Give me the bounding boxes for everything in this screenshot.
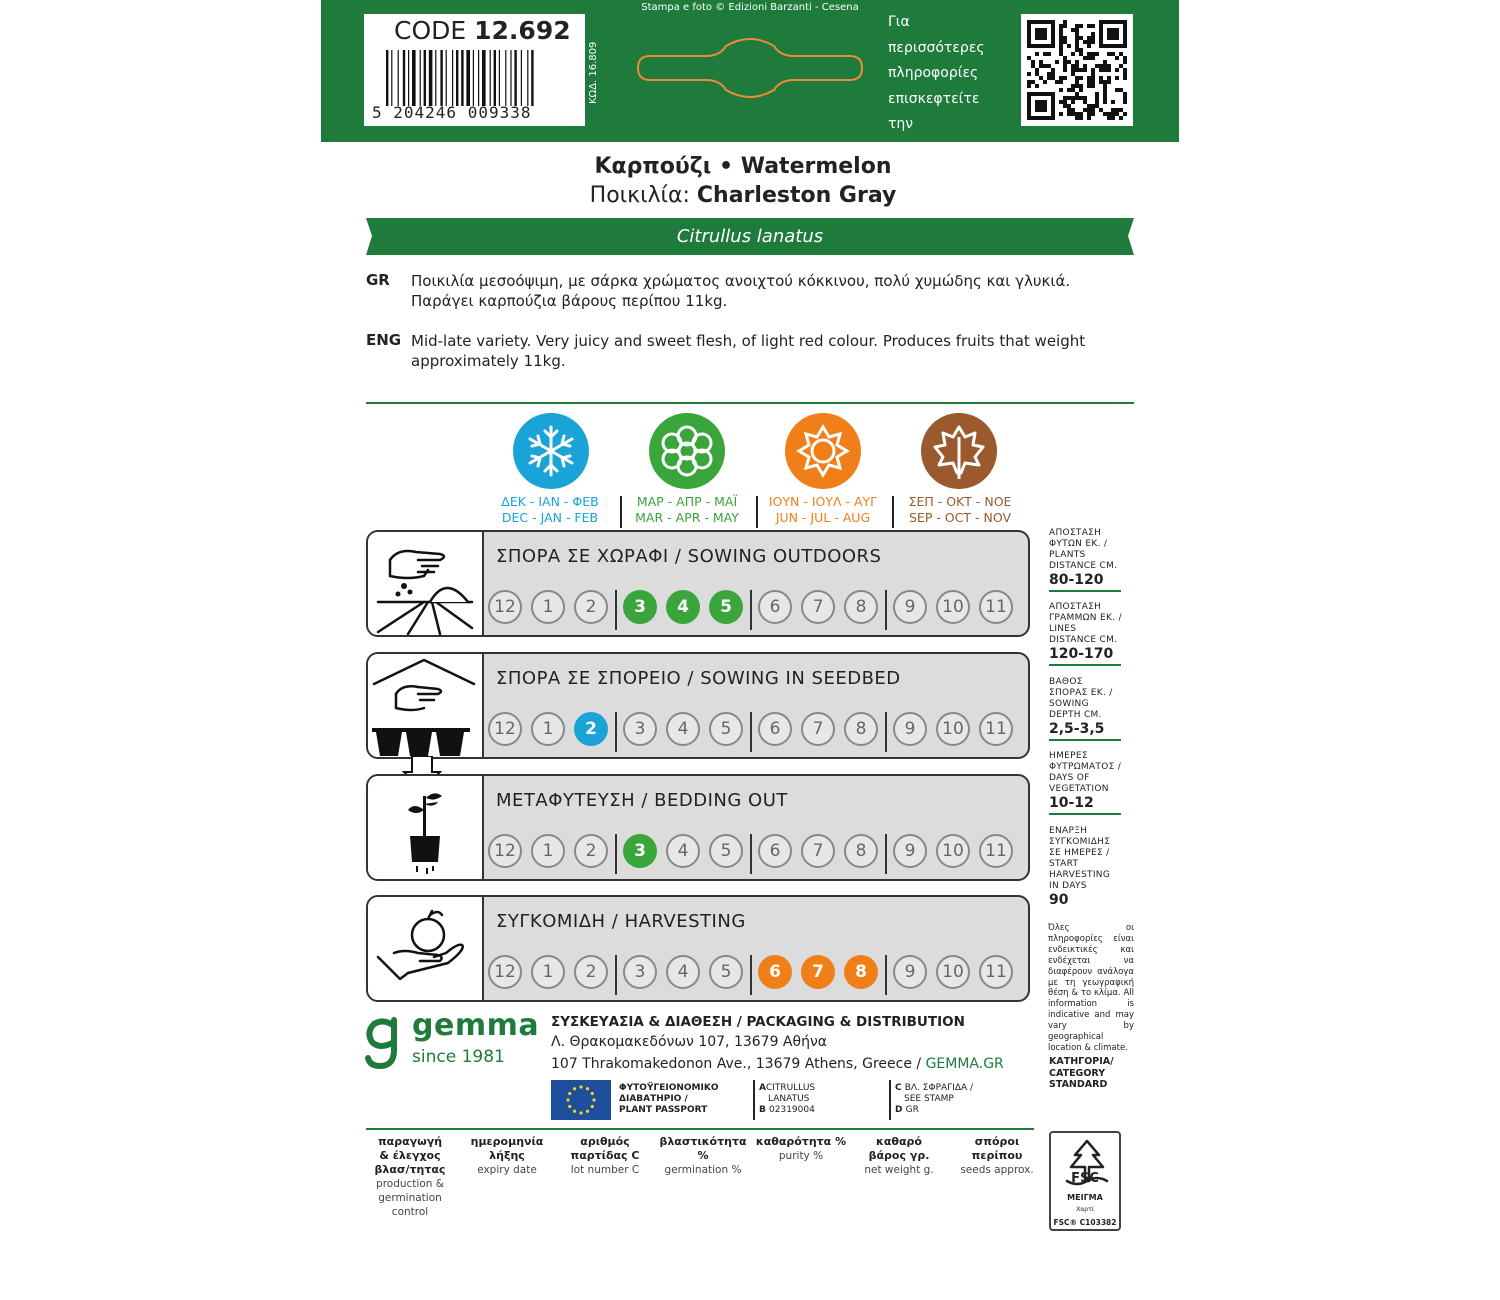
- month-10: 10: [936, 590, 970, 624]
- month-11: 11: [979, 590, 1013, 624]
- passport-separator: [753, 1080, 755, 1120]
- description-gr: Ποικιλία μεσοόψιμη, με σάρκα χρώματος ανοιχτού κόκκινου, πολύ χυμώδης και γλυκιά. Παράγει καρπούζια βάρους περίπου 11kg.: [411, 272, 1071, 310]
- season-divider: [750, 834, 752, 874]
- plant-passport-title: ΦΥΤΟΫΓΕΙΟΝΟΜΙΚΟ ΔΙΑΒΑΤΗΡΙΟ / PLANT PASSPORT: [619, 1083, 719, 1115]
- passport-stamp: C ΒΛ. ΣΦΡΑΓΙΔΑ / SEE STAMP D GR: [895, 1083, 974, 1115]
- month-10: 10: [936, 834, 970, 868]
- row-title: ΣΥΓΚΟΜΙΔΗ / HARVESTING: [496, 911, 746, 932]
- season-divider: [615, 712, 617, 752]
- month-9: 9: [893, 955, 927, 989]
- flower-icon: [649, 413, 725, 489]
- month-7: 7: [801, 955, 835, 989]
- row-harvesting: [366, 895, 1030, 1002]
- leaf-icon: [921, 413, 997, 489]
- snowflake-icon: [513, 413, 589, 489]
- month-6: 6: [758, 712, 792, 746]
- quality-column: ημερομηνία λήξης expiry date: [470, 1135, 544, 1176]
- month-2: 2: [574, 834, 608, 868]
- print-credit: Stampa e foto © Edizioni Barzanti - Cesena: [641, 2, 859, 13]
- month-12: 12: [488, 955, 522, 989]
- month-9: 9: [893, 712, 927, 746]
- month-2: 2: [574, 712, 608, 746]
- month-5: 5: [709, 590, 743, 624]
- fsc-paper: Χαρτί: [1076, 1206, 1094, 1213]
- month-2: 2: [574, 955, 608, 989]
- month-7: 7: [801, 834, 835, 868]
- info-value: 90: [1049, 892, 1069, 908]
- month-4: 4: [666, 712, 700, 746]
- month-5: 5: [709, 955, 743, 989]
- info-item: [1049, 528, 1129, 592]
- gemma-logo-icon: [364, 1012, 404, 1074]
- category-label: ΚΑΤΗΓΟΡΙΑ/ CATEGORY STANDARD: [1049, 1056, 1114, 1090]
- month-12: 12: [488, 834, 522, 868]
- address-gr: Λ. Θρακομακεδόνων 107, 13679 Αθήνα: [551, 1034, 828, 1050]
- month-7: 7: [801, 590, 835, 624]
- info-label: ΗΜΕΡΕΣ ΦΥΤΡΩΜΑΤΟΣ / DAYS OF VEGETATION: [1049, 751, 1122, 794]
- season-summer-label: ΙΟΥΝ - ΙΟΥΛ - ΑΥΓ JUN - JUL - AUG: [768, 494, 878, 525]
- address-en: 107 Thrakomakedonon Ave., 13679 Athens, Greece / GEMMA.GR: [551, 1056, 1004, 1072]
- info-divider: [1049, 590, 1121, 592]
- info-value: 10-12: [1049, 795, 1094, 811]
- season-winter-label: ΔΕΚ - ΙΑΝ - ΦΕΒ DEC - JAN - FEB: [501, 494, 599, 525]
- info-divider: [1049, 813, 1121, 815]
- month-10: 10: [936, 955, 970, 989]
- month-9: 9: [893, 834, 927, 868]
- info-item: [1049, 826, 1129, 908]
- quality-column: καθαρό βάρος γρ. net weight g.: [864, 1135, 934, 1176]
- hanger-hole-icon: [636, 34, 864, 102]
- info-label: ΕΝΑΡΞΗ ΣΥΓΚΟΜΙΔΗΣ ΣΕ ΗΜΕΡΕΣ / START HARVESTING IN DAYS: [1049, 826, 1111, 891]
- month-3: 3: [623, 712, 657, 746]
- season-autumn-label: ΣΕΠ - ΟΚΤ - ΝΟΕ SEP - OCT - NOV: [908, 494, 1012, 525]
- info-item: [1049, 751, 1129, 815]
- kod-number: ΚΩΔ. 16.809: [588, 41, 599, 104]
- qr-code[interactable]: [1021, 14, 1133, 126]
- info-divider: [1049, 664, 1121, 666]
- month-8: 8: [844, 955, 878, 989]
- sowing-outdoors-icon: [368, 532, 484, 635]
- latin-name: Citrullus lanatus: [676, 226, 824, 247]
- month-3: 3: [623, 955, 657, 989]
- sowing-seedbed-icon: [368, 654, 484, 757]
- product-title: Καρπούζι • Watermelon: [594, 154, 892, 179]
- variety-line: Ποικιλία: Charleston Gray: [589, 183, 897, 208]
- row-bedding-out: [366, 774, 1030, 881]
- quality-column: αριθμός παρτίδας C lot number C: [570, 1135, 640, 1176]
- info-divider: [1049, 739, 1121, 741]
- season-spring-label: ΜΑΡ - ΑΠΡ - ΜΑΪ MAR - APR - MAY: [635, 494, 739, 525]
- month-9: 9: [893, 590, 927, 624]
- passport-separator: [889, 1080, 891, 1120]
- month-8: 8: [844, 590, 878, 624]
- month-12: 12: [488, 712, 522, 746]
- barcode-image: [386, 50, 576, 106]
- info-label: ΑΠΟΣΤΑΣΗ ΦΥΤΩΝ ΕΚ. / PLANTS DISTANCE CM.: [1049, 528, 1118, 571]
- month-7: 7: [801, 712, 835, 746]
- disclaimer-text: Όλες οι πληροφορίες είναι ενδεικτικές και ενδέχεται να διαφέρουν ανάλογα με τη γεωγραφική θέση & το κλίμα. All information is indicative and may vary by geographical location & climate.: [1048, 923, 1134, 1053]
- month-3: 3: [623, 834, 657, 868]
- row-title: ΣΠΟΡΑ ΣΕ ΣΠΟΡΕΙΟ / SOWING IN SEEDBED: [496, 668, 901, 689]
- quality-column: καθαρότητα % purity %: [755, 1135, 847, 1162]
- season-divider: [750, 955, 752, 995]
- season-divider: [750, 712, 752, 752]
- quality-column: παραγωγή & έλεγχος βλασ/τητας production & germination control: [374, 1135, 446, 1218]
- barcode-digits: 5 204246 009338: [372, 103, 532, 122]
- packaging-title: ΣΥΣΚΕΥΑΣΙΑ & ΔΙΑΘΕΣΗ / PACKAGING & DISTRIBUTION: [551, 1014, 965, 1030]
- month-5: 5: [709, 712, 743, 746]
- month-11: 11: [979, 955, 1013, 989]
- divider: [366, 1128, 1034, 1130]
- season-divider: [885, 712, 887, 752]
- month-12: 12: [488, 590, 522, 624]
- season-divider: [885, 590, 887, 630]
- row-sowing-seedbed: [366, 652, 1030, 759]
- quality-column: σπόροι περίπου seeds approx.: [960, 1135, 1034, 1176]
- month-1: 1: [531, 955, 565, 989]
- season-divider: [750, 590, 752, 630]
- month-3: 3: [623, 590, 657, 624]
- more-info-text: Για περισσότερες πληροφορίες επισκεφτείτε την ιστοσελίδα μας GEMMA.GR: [888, 14, 997, 183]
- season-divider: [885, 955, 887, 995]
- month-1: 1: [531, 712, 565, 746]
- info-value: 120-170: [1049, 646, 1114, 662]
- month-4: 4: [666, 834, 700, 868]
- fsc-mix: ΜΕΙΓΜΑ: [1067, 1193, 1103, 1202]
- harvesting-icon: [368, 897, 484, 1000]
- description-en: Mid-late variety. Very juicy and sweet flesh, of light red colour. Produces fruits that weight approximately 11kg.: [411, 332, 1086, 370]
- month-8: 8: [844, 712, 878, 746]
- season-separator: [892, 496, 894, 528]
- fsc-code: FSC® C103382: [1053, 1218, 1117, 1227]
- month-4: 4: [666, 955, 700, 989]
- month-11: 11: [979, 834, 1013, 868]
- month-1: 1: [531, 590, 565, 624]
- lang-label-gr: GR: [366, 271, 390, 289]
- info-value: 80-120: [1049, 572, 1104, 588]
- passport-botanical: ACITRULLUS LANATUS B 02319004: [759, 1083, 816, 1115]
- info-item: [1049, 602, 1129, 666]
- info-item: [1049, 677, 1129, 741]
- row-title: ΜΕΤΑΦΥΤΕΥΣΗ / BEDDING OUT: [496, 790, 788, 811]
- month-4: 4: [666, 590, 700, 624]
- month-8: 8: [844, 834, 878, 868]
- product-code: CODE 12.692: [394, 16, 571, 45]
- month-5: 5: [709, 834, 743, 868]
- month-6: 6: [758, 834, 792, 868]
- season-divider: [615, 955, 617, 995]
- month-2: 2: [574, 590, 608, 624]
- fsc-badge: [1049, 1131, 1121, 1231]
- eu-flag-icon: [551, 1080, 611, 1120]
- sun-icon: [785, 413, 861, 489]
- season-divider: [885, 834, 887, 874]
- season-divider: [615, 590, 617, 630]
- divider: [366, 402, 1134, 404]
- quality-column: βλαστικότητα % germination %: [659, 1135, 747, 1176]
- lang-label-en: ENG: [366, 331, 402, 349]
- bedding-out-icon: [368, 776, 484, 879]
- row-title: ΣΠΟΡΑ ΣΕ ΧΩΡΑΦΙ / SOWING OUTDOORS: [496, 546, 882, 567]
- info-label: ΑΠΟΣΤΑΣΗ ΓΡΑΜΜΩΝ ΕΚ. / LINES DISTANCE CM.: [1049, 602, 1122, 645]
- month-6: 6: [758, 955, 792, 989]
- month-10: 10: [936, 712, 970, 746]
- season-divider: [615, 834, 617, 874]
- fsc-name: FSC: [1071, 1171, 1099, 1186]
- brand-since: since 1981: [412, 1047, 505, 1067]
- brand-name: gemma: [412, 1008, 540, 1043]
- month-6: 6: [758, 590, 792, 624]
- row-sowing-outdoors: [366, 530, 1030, 637]
- month-11: 11: [979, 712, 1013, 746]
- info-value: 2,5-3,5: [1049, 721, 1105, 737]
- month-1: 1: [531, 834, 565, 868]
- info-label: ΒΑΘΟΣ ΣΠΟΡΑΣ ΕΚ. / SOWING DEPTH CM.: [1049, 677, 1113, 720]
